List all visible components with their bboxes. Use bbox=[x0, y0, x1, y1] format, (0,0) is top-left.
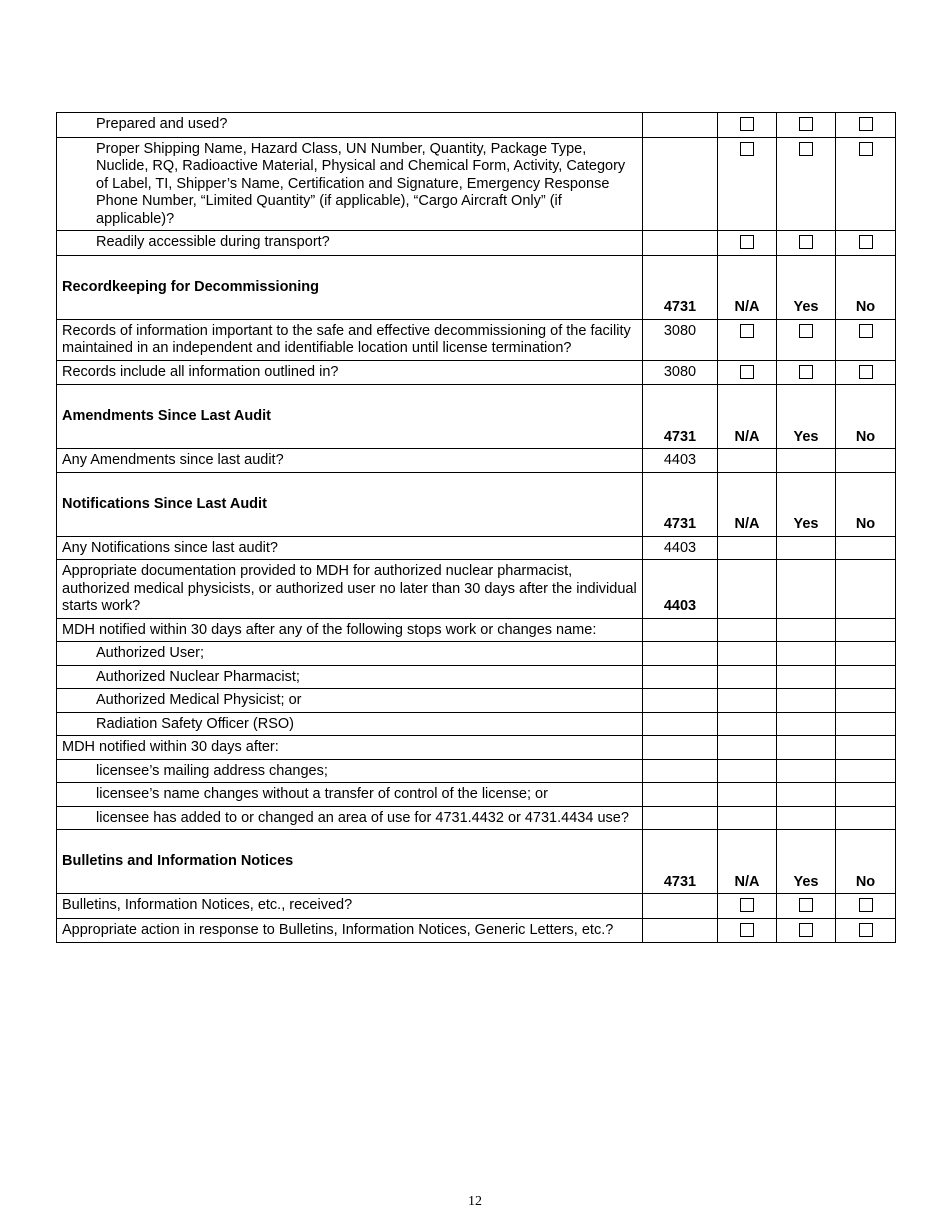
question-text: Prepared and used? bbox=[57, 113, 643, 138]
question-text: Authorized Medical Physicist; or bbox=[57, 689, 643, 713]
answer-cell-na bbox=[718, 918, 777, 943]
answer-cell-na bbox=[718, 759, 777, 783]
question-text: MDH notified within 30 days after any of the following stops work or changes name: bbox=[57, 618, 643, 642]
answer-cell-yes bbox=[777, 231, 836, 256]
column-header-yes: Yes bbox=[777, 385, 836, 449]
answer-cell-no bbox=[836, 894, 896, 919]
answer-cell-yes bbox=[777, 618, 836, 642]
answer-cell-na bbox=[718, 712, 777, 736]
answer-cell-na bbox=[718, 783, 777, 807]
checkbox-na[interactable] bbox=[740, 142, 754, 156]
section-header-row bbox=[57, 472, 896, 536]
checkbox-na[interactable] bbox=[740, 117, 754, 131]
answer-cell-no bbox=[836, 736, 896, 760]
answer-cell-na bbox=[718, 137, 777, 231]
question-text: Any Amendments since last audit? bbox=[57, 449, 643, 473]
section-header-row bbox=[57, 255, 896, 319]
answer-cell-yes bbox=[777, 113, 836, 138]
section-title: Amendments Since Last Audit bbox=[57, 385, 643, 449]
checklist-row bbox=[57, 642, 896, 666]
answer-cell-na bbox=[718, 689, 777, 713]
answer-cell-no bbox=[836, 806, 896, 830]
checkbox-na[interactable] bbox=[740, 898, 754, 912]
answer-cell-na bbox=[718, 113, 777, 138]
checkbox-yes[interactable] bbox=[799, 117, 813, 131]
question-text: Records of information important to the safe and effective decommissioning of the facility maintained in an independent and identifiable location until license termination? bbox=[57, 319, 643, 360]
answer-cell-na bbox=[718, 618, 777, 642]
rule-reference bbox=[643, 689, 718, 713]
answer-cell-yes bbox=[777, 449, 836, 473]
rule-reference bbox=[643, 759, 718, 783]
checklist-row bbox=[57, 806, 896, 830]
column-header-yes: Yes bbox=[777, 830, 836, 894]
rule-reference: 4403 bbox=[643, 560, 718, 619]
checklist-row bbox=[57, 894, 896, 919]
question-text: Authorized User; bbox=[57, 642, 643, 666]
checklist-row bbox=[57, 560, 896, 619]
rule-reference bbox=[643, 783, 718, 807]
checkbox-no[interactable] bbox=[859, 142, 873, 156]
answer-cell-no bbox=[836, 665, 896, 689]
question-text: Appropriate action in response to Bulletins, Information Notices, Generic Letters, etc.? bbox=[57, 918, 643, 943]
rule-reference bbox=[643, 642, 718, 666]
answer-cell-no bbox=[836, 113, 896, 138]
answer-cell-no bbox=[836, 319, 896, 360]
checklist-row bbox=[57, 918, 896, 943]
rule-reference bbox=[643, 665, 718, 689]
answer-cell-na bbox=[718, 319, 777, 360]
answer-cell-yes bbox=[777, 137, 836, 231]
column-header-no: No bbox=[836, 255, 896, 319]
answer-cell-yes bbox=[777, 736, 836, 760]
question-text: Proper Shipping Name, Hazard Class, UN Number, Quantity, Package Type, Nuclide, RQ, Radioactive Material, Physical and Chemical Form, Activity, Category of Label, TI, Shipper’s Name, Certification and Signature, Emergency Response Phone Number, “Limited Quantity” (if applicable), “Cargo Aircraft Only” (if applicable)? bbox=[57, 137, 643, 231]
answer-cell-yes bbox=[777, 918, 836, 943]
question-text: Readily accessible during transport? bbox=[57, 231, 643, 256]
checkbox-yes[interactable] bbox=[799, 324, 813, 338]
page-number: 12 bbox=[468, 1194, 482, 1209]
rule-reference bbox=[643, 137, 718, 231]
checkbox-no[interactable] bbox=[859, 235, 873, 249]
checklist-row bbox=[57, 231, 896, 256]
checklist-row bbox=[57, 449, 896, 473]
audit-checklist-body bbox=[57, 113, 896, 943]
checklist-row bbox=[57, 137, 896, 231]
column-header-rule: 4731 bbox=[643, 472, 718, 536]
answer-cell-no bbox=[836, 137, 896, 231]
checklist-row bbox=[57, 736, 896, 760]
answer-cell-no bbox=[836, 231, 896, 256]
rule-reference bbox=[643, 806, 718, 830]
question-text: licensee has added to or changed an area of use for 4731.4432 or 4731.4434 use? bbox=[57, 806, 643, 830]
checklist-row bbox=[57, 319, 896, 360]
answer-cell-yes bbox=[777, 783, 836, 807]
answer-cell-no bbox=[836, 449, 896, 473]
section-title: Notifications Since Last Audit bbox=[57, 472, 643, 536]
answer-cell-yes bbox=[777, 319, 836, 360]
rule-reference bbox=[643, 736, 718, 760]
answer-cell-na bbox=[718, 806, 777, 830]
rule-reference bbox=[643, 231, 718, 256]
question-text: Authorized Nuclear Pharmacist; bbox=[57, 665, 643, 689]
checkbox-na[interactable] bbox=[740, 923, 754, 937]
answer-cell-na bbox=[718, 665, 777, 689]
column-header-yes: Yes bbox=[777, 255, 836, 319]
answer-cell-no bbox=[836, 642, 896, 666]
checkbox-no[interactable] bbox=[859, 923, 873, 937]
answer-cell-no bbox=[836, 759, 896, 783]
answer-cell-no bbox=[836, 689, 896, 713]
checklist-row bbox=[57, 689, 896, 713]
section-title: Bulletins and Information Notices bbox=[57, 830, 643, 894]
checklist-row bbox=[57, 759, 896, 783]
column-header-na: N/A bbox=[718, 385, 777, 449]
checkbox-na[interactable] bbox=[740, 365, 754, 379]
checklist-row bbox=[57, 360, 896, 385]
answer-cell-yes bbox=[777, 560, 836, 619]
answer-cell-no bbox=[836, 360, 896, 385]
checklist-row bbox=[57, 712, 896, 736]
checklist-row bbox=[57, 665, 896, 689]
column-header-na: N/A bbox=[718, 472, 777, 536]
checkbox-na[interactable] bbox=[740, 324, 754, 338]
checklist-row bbox=[57, 536, 896, 560]
rule-reference bbox=[643, 618, 718, 642]
answer-cell-na bbox=[718, 894, 777, 919]
answer-cell-na bbox=[718, 642, 777, 666]
checklist-row bbox=[57, 113, 896, 138]
answer-cell-na bbox=[718, 736, 777, 760]
column-header-na: N/A bbox=[718, 255, 777, 319]
question-text: MDH notified within 30 days after: bbox=[57, 736, 643, 760]
answer-cell-na bbox=[718, 231, 777, 256]
answer-cell-na bbox=[718, 536, 777, 560]
answer-cell-yes bbox=[777, 712, 836, 736]
column-header-no: No bbox=[836, 385, 896, 449]
question-text: Appropriate documentation provided to MDH for authorized nuclear pharmacist, authorized medical physicists, or authorized user no later than 30 days after the individual starts work? bbox=[57, 560, 643, 619]
rule-reference bbox=[643, 712, 718, 736]
answer-cell-no bbox=[836, 918, 896, 943]
rule-reference: 4403 bbox=[643, 536, 718, 560]
question-text: Any Notifications since last audit? bbox=[57, 536, 643, 560]
checkbox-yes[interactable] bbox=[799, 142, 813, 156]
checkbox-yes[interactable] bbox=[799, 365, 813, 379]
answer-cell-no bbox=[836, 712, 896, 736]
checkbox-no[interactable] bbox=[859, 898, 873, 912]
answer-cell-yes bbox=[777, 894, 836, 919]
section-title: Recordkeeping for Decommissioning bbox=[57, 255, 643, 319]
column-header-rule: 4731 bbox=[643, 255, 718, 319]
answer-cell-yes bbox=[777, 536, 836, 560]
question-text: Radiation Safety Officer (RSO) bbox=[57, 712, 643, 736]
answer-cell-na bbox=[718, 360, 777, 385]
checkbox-no[interactable] bbox=[859, 365, 873, 379]
question-text: licensee’s mailing address changes; bbox=[57, 759, 643, 783]
answer-cell-yes bbox=[777, 642, 836, 666]
answer-cell-no bbox=[836, 618, 896, 642]
question-text: licensee’s name changes without a transfer of control of the license; or bbox=[57, 783, 643, 807]
rule-reference: 3080 bbox=[643, 360, 718, 385]
checkbox-yes[interactable] bbox=[799, 235, 813, 249]
answer-cell-yes bbox=[777, 360, 836, 385]
answer-cell-no bbox=[836, 560, 896, 619]
column-header-rule: 4731 bbox=[643, 385, 718, 449]
checklist-row bbox=[57, 618, 896, 642]
column-header-no: No bbox=[836, 830, 896, 894]
question-text: Bulletins, Information Notices, etc., received? bbox=[57, 894, 643, 919]
rule-reference: 3080 bbox=[643, 319, 718, 360]
answer-cell-yes bbox=[777, 689, 836, 713]
audit-checklist-table bbox=[56, 112, 896, 943]
column-header-yes: Yes bbox=[777, 472, 836, 536]
question-text: Records include all information outlined in? bbox=[57, 360, 643, 385]
checkbox-yes[interactable] bbox=[799, 923, 813, 937]
checkbox-na[interactable] bbox=[740, 235, 754, 249]
column-header-rule: 4731 bbox=[643, 830, 718, 894]
answer-cell-no bbox=[836, 783, 896, 807]
checkbox-yes[interactable] bbox=[799, 898, 813, 912]
column-header-no: No bbox=[836, 472, 896, 536]
answer-cell-yes bbox=[777, 806, 836, 830]
answer-cell-yes bbox=[777, 759, 836, 783]
rule-reference bbox=[643, 113, 718, 138]
checkbox-no[interactable] bbox=[859, 324, 873, 338]
rule-reference: 4403 bbox=[643, 449, 718, 473]
answer-cell-na bbox=[718, 449, 777, 473]
answer-cell-no bbox=[836, 536, 896, 560]
rule-reference bbox=[643, 918, 718, 943]
section-header-row bbox=[57, 385, 896, 449]
column-header-na: N/A bbox=[718, 830, 777, 894]
rule-reference bbox=[643, 894, 718, 919]
answer-cell-yes bbox=[777, 665, 836, 689]
checklist-row bbox=[57, 783, 896, 807]
section-header-row bbox=[57, 830, 896, 894]
checkbox-no[interactable] bbox=[859, 117, 873, 131]
answer-cell-na bbox=[718, 560, 777, 619]
